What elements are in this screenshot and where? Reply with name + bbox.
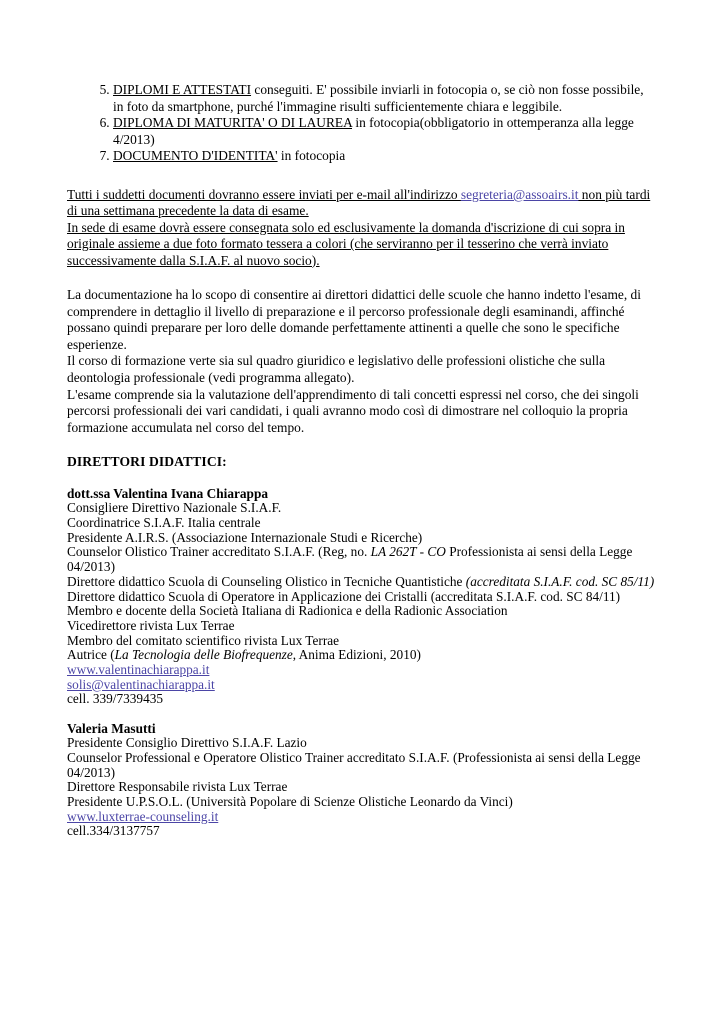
school-text-pre: Direttore didattico Scuola di Counseling Olistico in Tecniche Quantistiche: [67, 573, 466, 589]
director-details: [67, 501, 667, 707]
notice-paragraph-exam: In sede di esame dovrà essere consegnata solo ed esclusivamente la domanda d'iscrizione di cui sopra in originale assieme a due foto formato tessera a colori (che serviranno per il tesserino che verrà inviato successivamente dalla S.I.A.F. al nuovo socio).: [67, 219, 625, 268]
paragraph-exam-content: L'esame comprende sia la valutazione dell'apprendimento di tali concetti espressi nel corso, che dei singoli percorsi professionali dei vari candidati, i quali avranno modo così di dimostrare nel colloquio la propria formazione accumulata nel corso del tempo.: [67, 386, 639, 435]
spacer: [67, 269, 657, 287]
spacer: [67, 165, 657, 187]
author-text-post: , Anima Edizioni, 2010): [292, 647, 421, 663]
director-role-school-quantistiche: [67, 575, 667, 590]
director-role: Membro e docente della Società Italiana di Radionica e della Radionic Association: [67, 603, 508, 619]
list-item-text: conseguiti. E' possibile inviarli in fotocopia o, se ciò non fosse possibile, in foto da smartphone, purché l'immagine risulti sufficientemente chiara e leggibile.: [113, 82, 644, 114]
director-role: Coordinatrice S.I.A.F. Italia centrale: [67, 515, 261, 531]
director-role-school-cristalli: Direttore didattico Scuola di Operatore in Applicazione dei Cristalli (accreditata S.I.A.F. cod. SC 84/11): [67, 588, 621, 604]
section-heading-directors: DIRETTORI DIDATTICI:: [67, 454, 227, 470]
director-email-link[interactable]: solis@valentinachiarappa.it: [67, 676, 215, 692]
book-title: La Tecnologia delle Biofrequenze: [114, 647, 293, 663]
spacer: [67, 436, 657, 454]
director-name: dott.ssa Valentina Ivana Chiarappa: [67, 486, 268, 502]
director-role: Presidente Consiglio Direttivo S.I.A.F. Lazio: [67, 735, 307, 751]
school-accreditation-code: (accreditata S.I.A.F. cod. SC 85/11): [465, 573, 655, 589]
paragraph-course-content: Il corso di formazione verte sia sul quadro giuridico e legislativo delle professioni olistiche che sulla deontologia professionale (vedi programma allegato).: [67, 353, 606, 385]
director-email-line: [67, 678, 667, 693]
list-item-text: in fotocopia: [277, 148, 346, 164]
paragraph-documentation-purpose: La documentazione ha lo scopo di consentire ai direttori didattici delle scuole che hanno indetto l'esame, di comprendere in dettaglio il livello di preparazione e il percorso professionale degli esaminandi, affinché possano quindi preparare per loro delle domande perfettamente attinenti a quelle che sono le specifiche esperienze.: [67, 287, 641, 352]
submission-notice: [67, 187, 657, 269]
director-role: Counselor Professional e Operatore Olistico Trainer accreditato S.I.A.F. (Professionista ai sensi della Legge 04/2013): [67, 749, 641, 780]
director-role-counselor: [67, 545, 667, 574]
director-role: Presidente U.P.S.O.L. (Università Popolare di Scienze Olistiche Leonardo da Vinci): [67, 794, 513, 809]
director-website-line: [67, 663, 667, 678]
counselor-text-pre: Counselor Olistico Trainer accreditato S.I.A.F. (Reg, no.: [67, 544, 371, 560]
author-text-pre: Autrice (: [67, 647, 115, 663]
counselor-registration-code: LA 262T - CO: [370, 544, 446, 560]
list-item-text: in fotocopia(obbligatorio in ottemperanza alla legge 4/2013): [113, 115, 634, 147]
list-item-heading: DOCUMENTO D'IDENTITA': [113, 148, 278, 164]
director-role: Presidente A.I.R.S. (Associazione Internazionale Studi e Ricerche): [67, 529, 423, 545]
notice-text-before-link: Tutti i suddetti documenti dovranno essere inviati per e-mail all'indirizzo: [67, 186, 461, 202]
secretariat-email-link[interactable]: segreteria@assoairs.it: [460, 186, 579, 202]
director-phone: cell.334/3137757: [67, 823, 160, 839]
list-item: [113, 115, 657, 148]
notice-paragraph-email: [67, 187, 657, 220]
director-role: Consigliere Direttivo Nazionale S.I.A.F.: [67, 500, 282, 516]
director-website-line: [67, 810, 667, 825]
counselor-text-post: Professionista ai sensi della Legge 04/2013): [67, 544, 633, 575]
director-details: [67, 736, 667, 839]
required-documents-list: [67, 82, 657, 165]
list-item-heading: DIPLOMI E ATTESTATI: [113, 82, 252, 97]
director-entry: [67, 486, 657, 707]
director-role: Direttore Responsabile rivista Lux Terrae: [67, 779, 288, 795]
director-role: Vicedirettore rivista Lux Terrae: [67, 617, 235, 633]
spacer: [67, 707, 657, 721]
director-name: Valeria Masutti: [67, 721, 156, 737]
director-role-author: [67, 648, 667, 663]
list-item: [113, 82, 657, 115]
director-website-link[interactable]: www.luxterrae-counseling.it: [67, 808, 219, 824]
list-item: [113, 148, 657, 165]
director-phone: cell. 339/7339435: [67, 691, 164, 707]
spacer: [67, 470, 657, 486]
director-entry: [67, 721, 657, 839]
document-content: [67, 82, 657, 839]
list-item-heading: DIPLOMA DI MATURITA' O DI LAUREA: [113, 115, 353, 131]
director-website-link[interactable]: www.valentinachiarappa.it: [67, 662, 210, 678]
director-role: Membro del comitato scientifico rivista Lux Terrae: [67, 632, 340, 648]
notice-text-after-link: non più tardi di una settimana precedente la data di esame.: [67, 186, 651, 219]
